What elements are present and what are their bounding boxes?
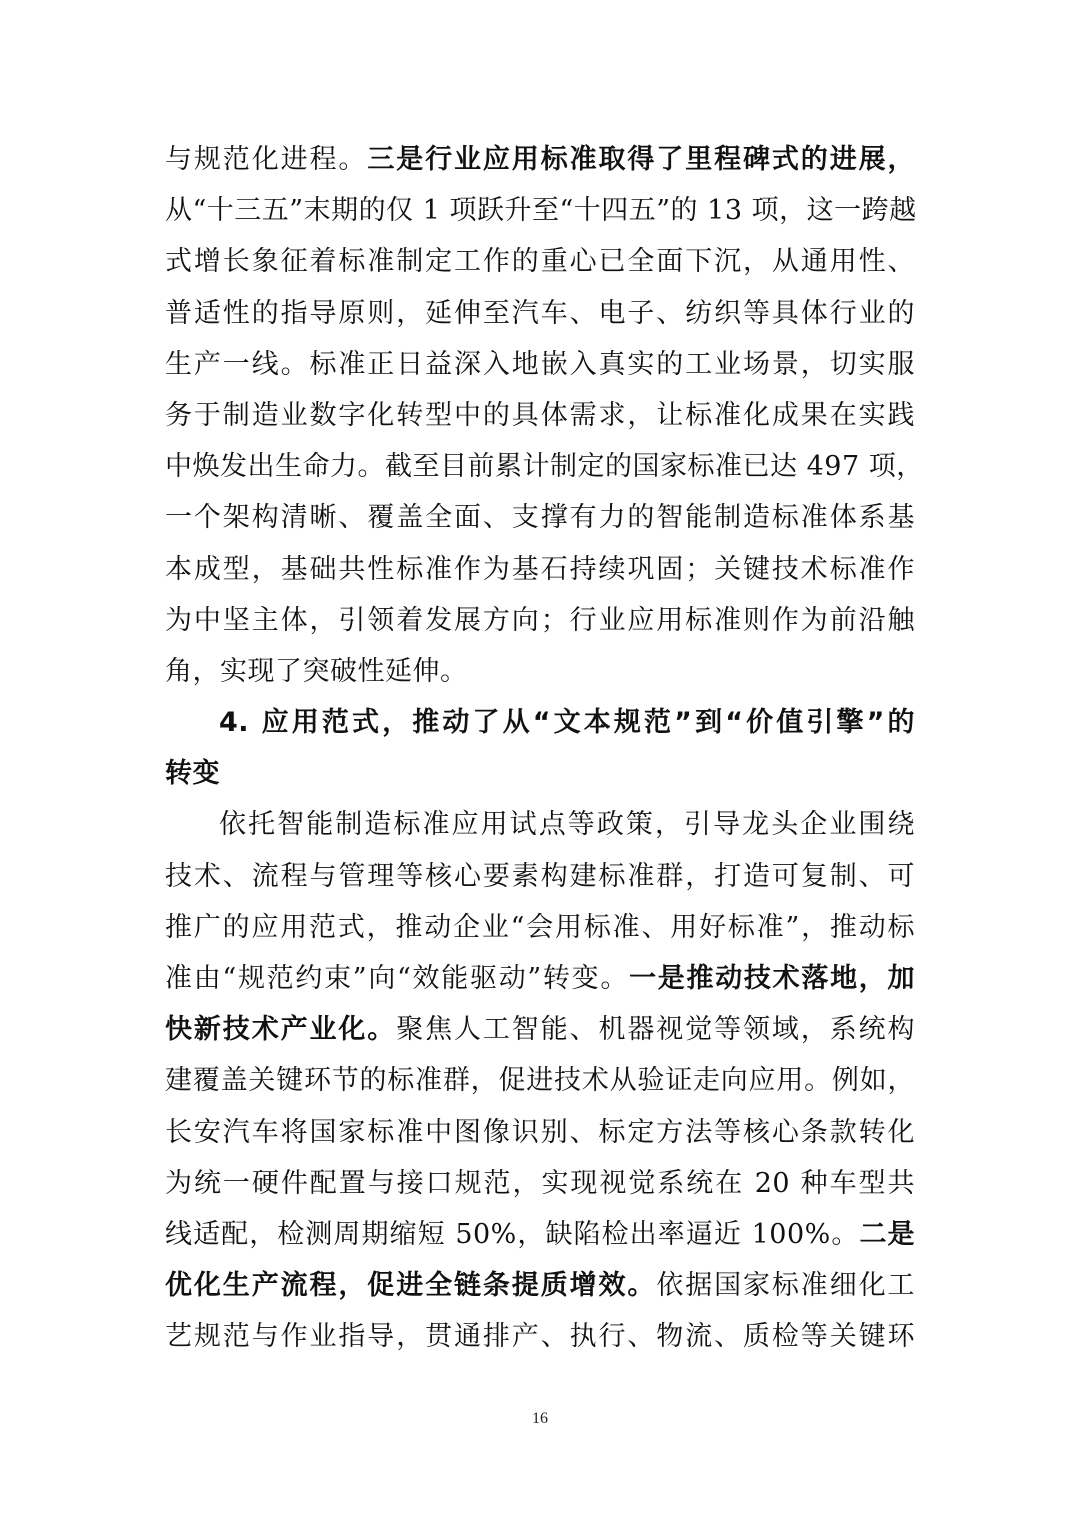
body-text-run: 线适配，检测周期缩短 50%，缺陷检出率逼近 100%。 <box>165 1218 860 1250</box>
bold-text: 三是行业应用标准取得了里程碑式的进展， <box>367 144 916 175</box>
body-text-run: 为统一硬件配置与接口规范，实现视觉系统在 20 种车型共 <box>165 1167 915 1199</box>
text-line <box>165 236 915 287</box>
bold-text: 二是 <box>859 1218 916 1250</box>
body-text-run: 式增长象征着标准制定工作的重心已全面下沉，从通用性、 <box>165 246 915 278</box>
body-text-run: 依据国家标准细化工 <box>656 1270 916 1302</box>
body-text-run: 生产一线。标准正日益深入地嵌入真实的工业场景，切实服 <box>165 348 915 380</box>
body-text-run: 一个架构清晰、覆盖全面、支撑有力的智能制造标准体系基 <box>165 502 915 534</box>
text-line <box>165 646 915 697</box>
body-text-run: 依托智能制造标准应用试点等政策，引导龙头企业围绕 <box>219 809 915 841</box>
text-line <box>165 595 915 646</box>
body-text-run: 准由“规范约束”向“效能驱动”转变。 <box>165 963 630 994</box>
bold-text: 快新技术产业化。 <box>165 1014 397 1046</box>
body-text <box>165 134 924 1363</box>
text-line <box>165 851 915 902</box>
body-text-run: 普适性的指导原则，延伸至汽车、电子、纺织等具体行业的 <box>165 297 915 329</box>
text-line <box>165 441 924 492</box>
text-line <box>165 390 915 441</box>
text-line <box>165 1107 915 1158</box>
text-line <box>165 492 915 543</box>
text-line <box>165 1055 915 1106</box>
text-line <box>165 799 915 850</box>
text-line <box>165 902 915 953</box>
body-text-run: 务于制造业数字化转型中的具体需求，让标准化成果在实践 <box>165 399 915 431</box>
body-text-run: 技术、流程与管理等核心要素构建标准群，打造可复制、可 <box>165 860 915 892</box>
body-text-run: 中焕发出生命力。截至目前累计制定的国家标准已达 497 项， <box>165 451 924 483</box>
body-text-run: 为中坚主体，引领着发展方向；行业应用标准则作为前沿触 <box>165 604 915 636</box>
text-line <box>165 1004 915 1055</box>
text-line <box>165 544 915 595</box>
body-text-run: 从“十三五”末期的仅 1 项跃升至“十四五”的 13 项，这一跨越 <box>165 195 917 227</box>
text-line <box>165 748 915 799</box>
bold-text: 一是推动技术落地，加 <box>629 963 916 994</box>
text-line <box>165 697 915 748</box>
text-line <box>165 185 915 236</box>
text-line <box>165 1260 915 1311</box>
bold-text: 优化生产流程，促进全链条提质增效。 <box>165 1270 657 1302</box>
body-text-run: 与规范化进程。 <box>165 144 368 175</box>
text-line <box>165 953 915 1004</box>
section-heading: 转变 <box>165 758 220 790</box>
text-line <box>165 1158 915 1209</box>
text-line <box>165 339 915 390</box>
body-text-run: 本成型，基础共性标准作为基石持续巩固；关键技术标准作 <box>165 553 915 585</box>
body-text-run: 聚焦人工智能、机器视觉等领域，系统构 <box>396 1014 916 1046</box>
text-line <box>165 134 915 185</box>
section-heading: 4. 应用范式，推动了从“文本规范”到“价值引擎”的 <box>219 707 915 739</box>
body-text-run: 艺规范与作业指导，贯通排产、执行、物流、质检等关键环 <box>165 1321 915 1353</box>
text-line <box>165 1209 915 1260</box>
page-number: 16 <box>532 1410 548 1427</box>
body-text-run: 推广的应用范式，推动企业“会用标准、用好标准”，推动标 <box>165 911 915 943</box>
body-text-run: 角，实现了突破性延伸。 <box>165 655 468 687</box>
text-line <box>165 288 915 339</box>
body-text-run: 建覆盖关键环节的标准群，促进技术从验证走向应用。例如， <box>165 1065 915 1097</box>
body-text-run: 长安汽车将国家标准中图像识别、标定方法等核心条款转化 <box>165 1116 915 1148</box>
text-line <box>165 1311 915 1362</box>
